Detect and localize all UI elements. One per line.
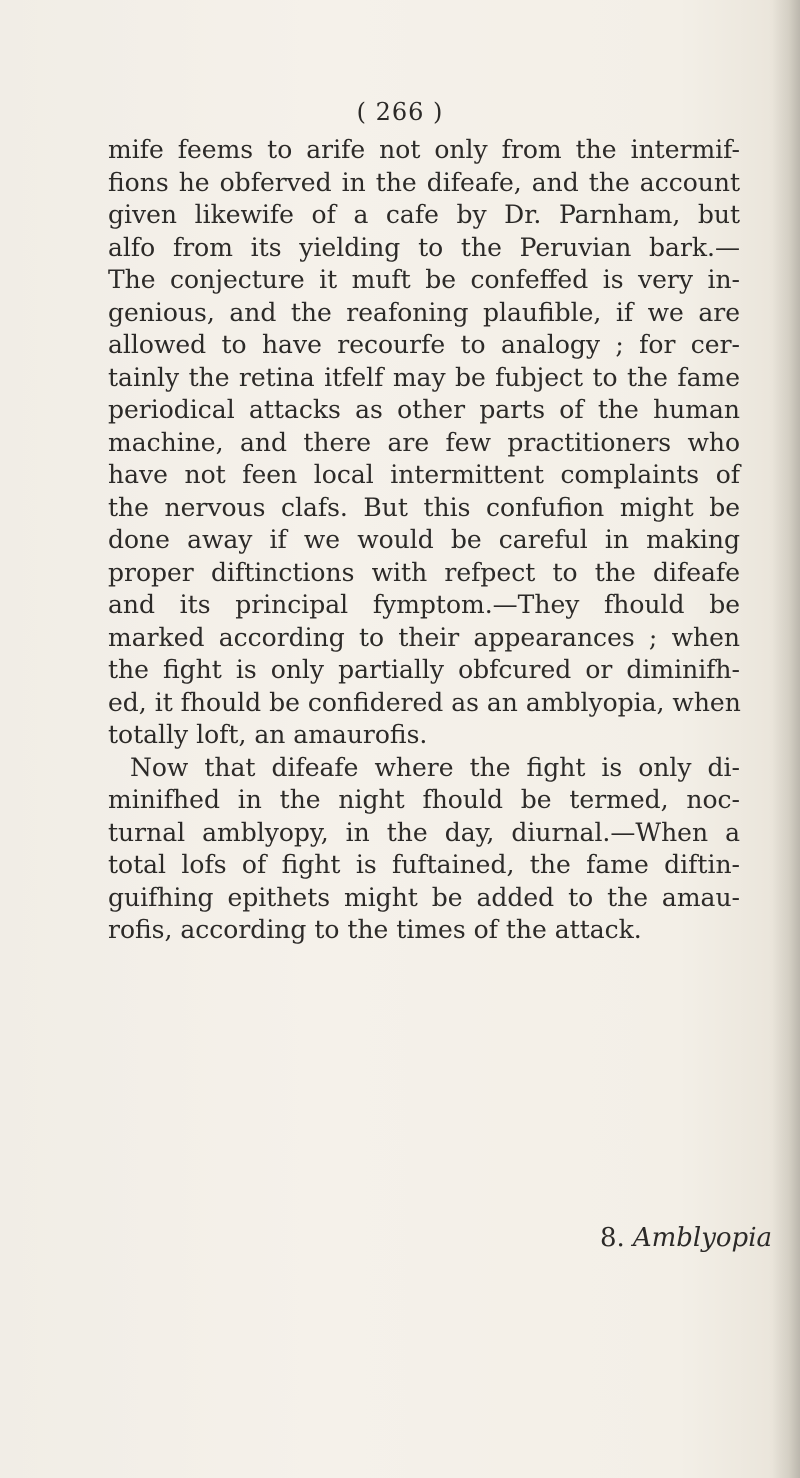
text-line: rofis, according to the times of the attack.	[108, 915, 642, 944]
text-line: alfo from its yielding to the Peruvian bark.—	[108, 232, 740, 262]
text-line: done away if we would be careful in making	[108, 525, 740, 554]
text-line: The conjecture it muft be confeffed is very in-	[108, 265, 740, 294]
text-line: and its principal fymptom.—They fhould be	[108, 590, 740, 619]
text-line: total lofs of fight is fuftained, the fame diftin-	[108, 850, 740, 879]
page-edge-shadow	[772, 0, 800, 1478]
text-line: fions he obferved in the difeafe, and the account	[108, 167, 740, 197]
text-line: guifhing epithets might be added to the amau-	[108, 882, 740, 912]
text-line: minifhed in the night fhould be termed, noc-	[108, 785, 740, 814]
text-line: turnal amblyopy, in the day, diurnal.—When a	[108, 817, 740, 847]
text-line: genious, and the reafoning plaufible, if we are	[108, 297, 740, 327]
text-line: the nervous clafs. But this confufion might be	[108, 492, 740, 522]
text-line: ed, it fhould be confidered as an amblyopia, when	[108, 687, 741, 717]
page-number: ( 266 )	[356, 98, 444, 126]
catchword	[600, 1223, 772, 1253]
text-line-paragraph-start: Now that difeafe where the fight is only di-	[130, 752, 740, 782]
text-line: the fight is only partially obfcured or diminifh-	[108, 655, 740, 684]
catchword-number: 8.	[600, 1223, 625, 1253]
catchword-word: Amblyopia	[632, 1223, 773, 1253]
text-line: machine, and there are few practitioners who	[108, 427, 740, 457]
body-text	[108, 134, 740, 947]
text-line: allowed to have recourfe to analogy ; for cer-	[108, 330, 740, 359]
text-line: tainly the retina itfelf may be fubject to the fame	[108, 362, 740, 392]
text-line: marked according to their appearances ; when	[108, 622, 740, 652]
text-line: mife feems to arife not only from the intermif-	[108, 135, 740, 164]
text-line: given likewife of a cafe by Dr. Parnham, but	[108, 200, 740, 229]
text-line: periodical attacks as other parts of the human	[108, 395, 740, 424]
text-line: totally loft, an amaurofis.	[108, 720, 428, 749]
text-line: proper diftinctions with refpect to the difeafe	[108, 557, 740, 587]
text-line: have not feen local intermittent complaints of	[108, 460, 740, 489]
